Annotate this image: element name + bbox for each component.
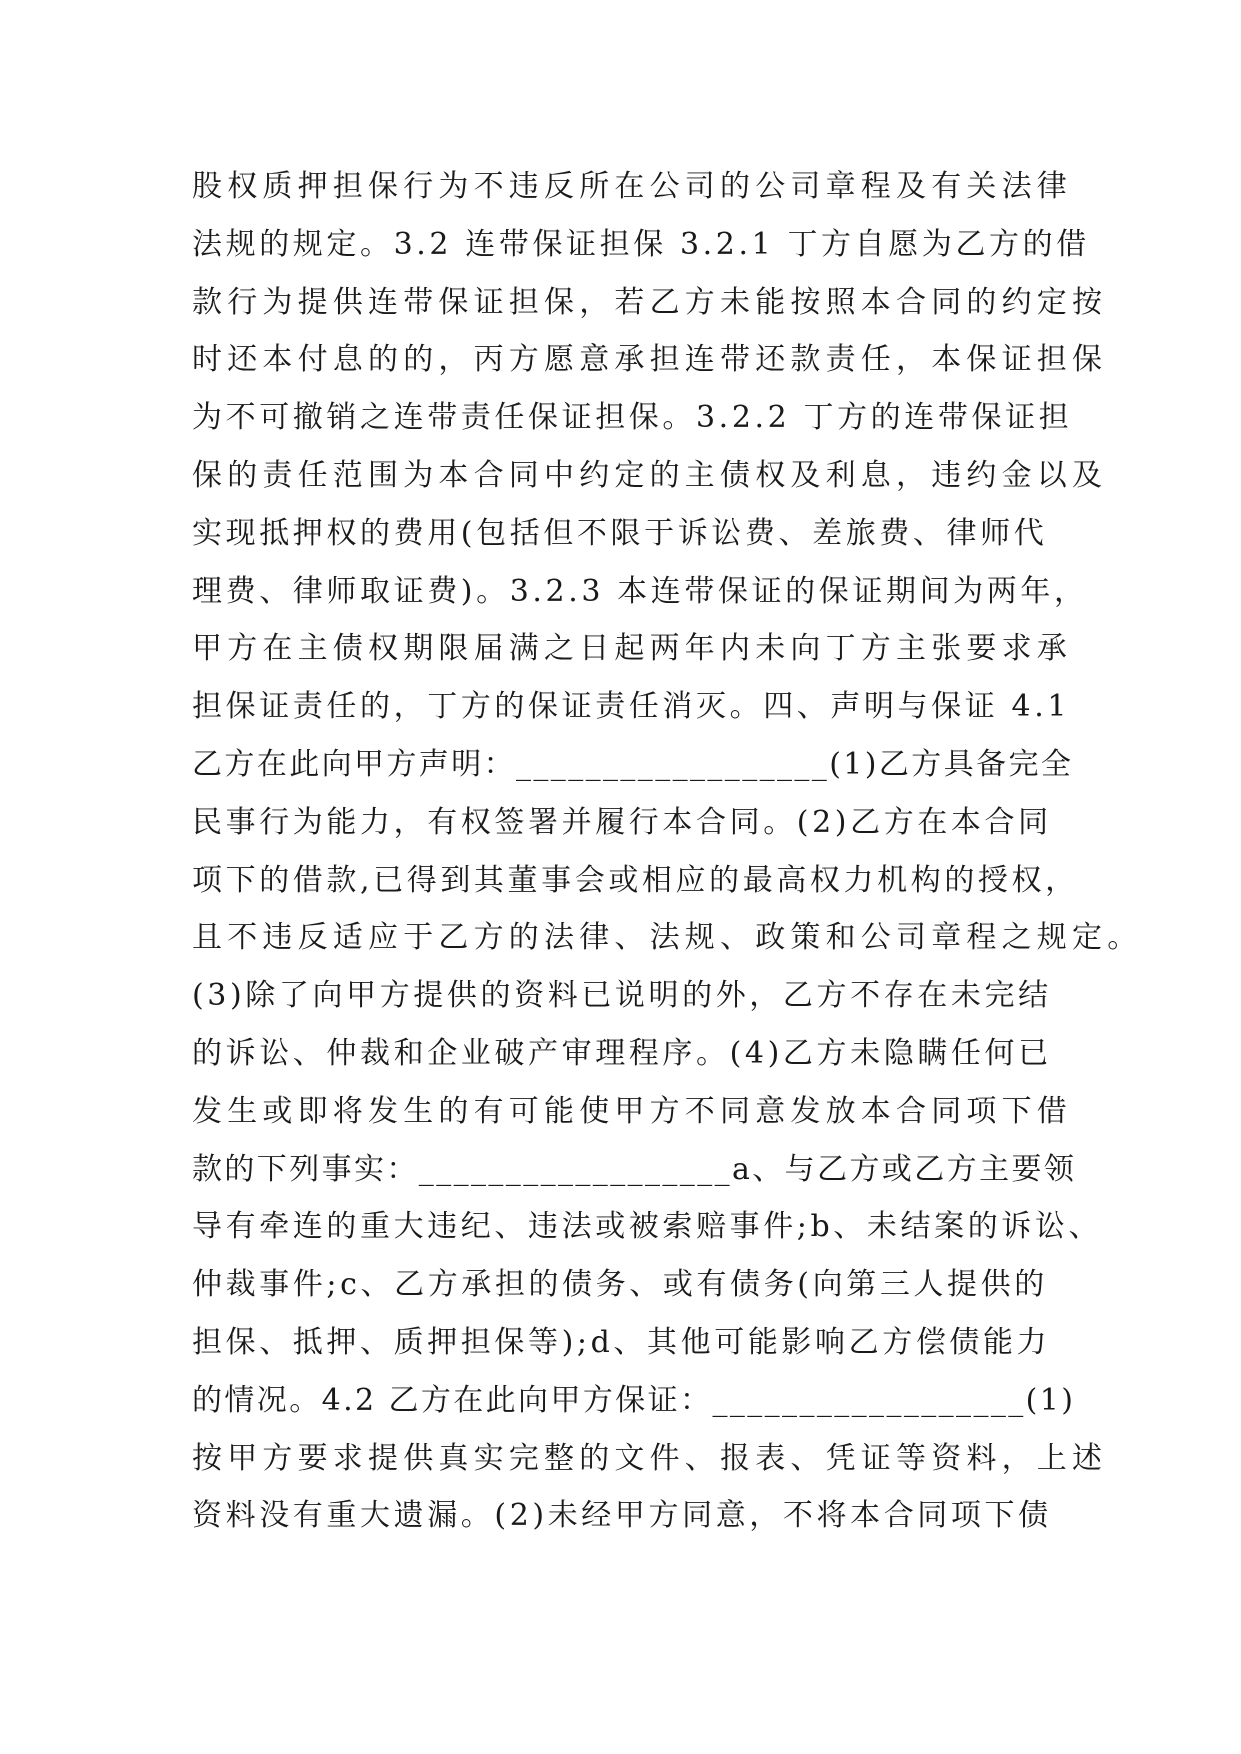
text-line: 按甲方要求提供真实完整的文件、报表、凭证等资料，上述 — [192, 1440, 1108, 1476]
text-line: (3)除了向甲方提供的资料已说明的外，乙方不存在未完结 — [192, 978, 1052, 1014]
text-line: 导有牵连的重大违纪、违法或被索赔事件;b、未结案的诉讼、 — [192, 1209, 1103, 1245]
text-line: 且不违反适应于乙方的法律、法规、政策和公司章程之规定。 — [192, 920, 1143, 956]
text-line: 甲方在主债权期限届满之日起两年内未向丁方主张要求承 — [192, 631, 1072, 667]
text-line: 项下的借款,已得到其董事会或相应的最高权力机构的授权， — [192, 862, 1079, 898]
text-line: 发生或即将发生的有可能使甲方不同意发放本合同项下借 — [192, 1093, 1072, 1129]
text-line: 款的下列事实：__________________a、与乙方或乙方主要领 — [192, 1151, 1077, 1187]
text-line: 款行为提供连带保证担保，若乙方未能按照本合同的约定按 — [192, 284, 1108, 320]
contract-body-text — [192, 158, 1143, 1545]
text-line: 担保证责任的，丁方的保证责任消灭。四、声明与保证 4.1 — [192, 689, 1071, 725]
text-line: 仲裁事件;c、乙方承担的债务、或有债务(向第三人提供的 — [192, 1267, 1048, 1303]
text-line: 为不可撤销之连带责任保证担保。3.2.2 丁方的连带保证担 — [192, 400, 1073, 436]
text-line: 股权质押担保行为不违反所在公司的公司章程及有关法律 — [192, 169, 1072, 204]
text-line: 担保、抵押、质押担保等);d、其他可能影响乙方偿债能力 — [192, 1324, 1051, 1360]
text-line: 时还本付息的的，丙方愿意承担连带还款责任，本保证担保 — [192, 342, 1108, 378]
text-line: 理费、律师取证费)。3.2.3 本连带保证的保证期间为两年， — [192, 573, 1088, 609]
text-line: 保的责任范围为本合同中约定的主债权及利息，违约金以及 — [192, 457, 1108, 493]
text-line: 实现抵押权的费用(包括但不限于诉讼费、差旅费、律师代 — [192, 515, 1048, 551]
text-line: 资料没有重大遗漏。(2)未经甲方同意，不将本合同项下债 — [192, 1498, 1052, 1534]
text-line: 法规的规定。3.2 连带保证担保 3.2.1 丁方自愿为乙方的借 — [192, 226, 1090, 262]
text-line: 的诉讼、仲裁和企业破产审理程序。(4)乙方未隐瞒任何已 — [192, 1035, 1052, 1071]
text-line: 的情况。4.2 乙方在此向甲方保证：__________________(1) — [192, 1382, 1076, 1418]
text-line: 乙方在此向甲方声明：__________________(1)乙方具备完全 — [192, 746, 1074, 782]
text-line: 民事行为能力，有权签署并履行本合同。(2)乙方在本合同 — [192, 804, 1052, 840]
